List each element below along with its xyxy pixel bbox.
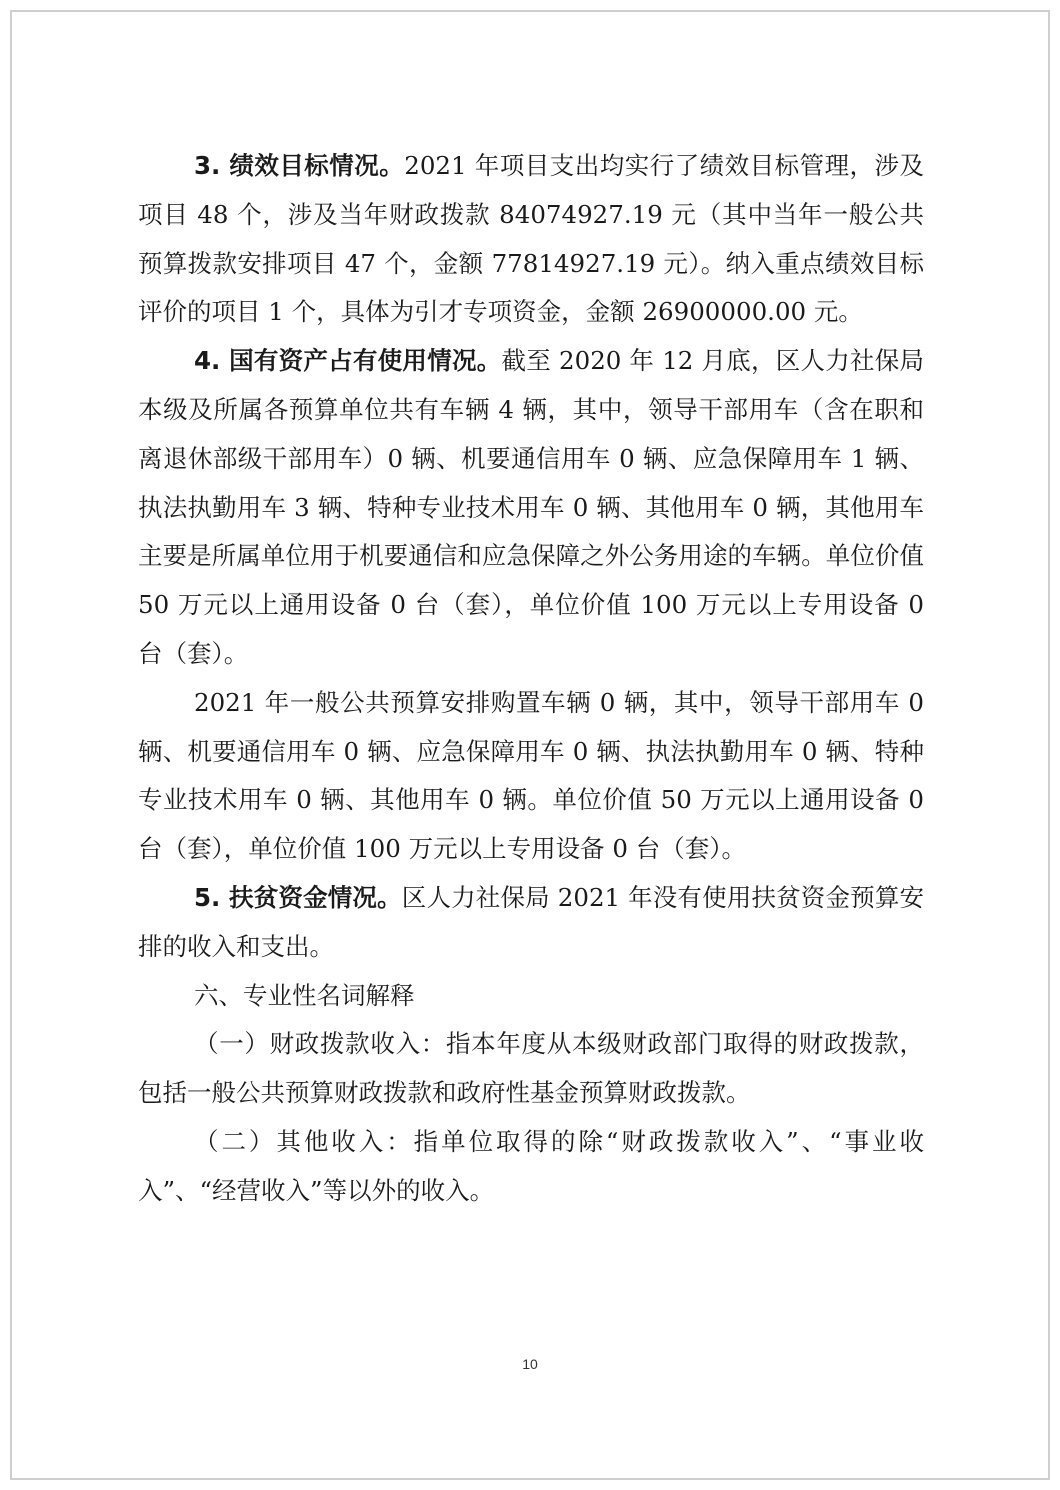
paragraph-text: （二）其他收入：指单位取得的除“财政拨款收入”、“事业收入”、“经营收入”等以外的收入。 xyxy=(138,1126,924,1205)
paragraph-fiscal-income xyxy=(138,1020,924,1118)
paragraph-heading: 5. 扶贫资金情况。 xyxy=(194,882,402,912)
paragraph-text: （一）财政拨款收入：指本年度从本级财政部门取得的财政拨款，包括一般公共预算财政拨款和政府性基金预算财政拨款。 xyxy=(138,1029,924,1108)
paragraph-text: 截至 2020 年 12 月底，区人力社保局本级及所属各预算单位共有车辆 4 辆，其中，领导干部用车（含在职和离退休部级干部用车）0 辆、机要通信用车 0 辆、应急保障用车 1 辆、执法执勤用车 3 辆、特种专业技术用车 0 辆、其他用车 0 辆，其他用车主要是所属单位用于机要通信和应急保障之外公务用途的车辆。单位价值 50 万元以上通用设备 0 台（套），单位价值 100 万元以上专用设备 0 台（套）。 xyxy=(138,346,924,668)
page-border-bottom xyxy=(10,1478,1050,1480)
page-border-left xyxy=(10,10,12,1480)
paragraph-text: 区人力社保局 2021 年没有使用扶贫资金预算安排的收入和支出。 xyxy=(138,882,924,961)
paragraph-other-income xyxy=(138,1118,924,1216)
page-border-right xyxy=(1048,10,1050,1480)
document-body xyxy=(138,142,924,1216)
page-border-top xyxy=(10,10,1050,12)
paragraph-heading: 3. 绩效目标情况。 xyxy=(194,151,405,180)
paragraph-vehicle-purchase xyxy=(138,679,924,874)
paragraph-text: 2021 年项目支出均实行了绩效目标管理，涉及项目 48 个，涉及当年财政拨款 84074927.19 元（其中当年一般公共预算拨款安排项目 47 个，金额 77814927.19 元）。纳入重点绩效目标评价的项目 1 个，具体为引才专项资金，金额 26900000.00 元。 xyxy=(138,151,925,327)
paragraph-performance-goals xyxy=(138,142,924,337)
paragraph-text: 2021 年一般公共预算安排购置车辆 0 辆，其中，领导干部用车 0 辆、机要通信用车 0 辆、应急保障用车 0 辆、执法执勤用车 0 辆、特种专业技术用车 0 辆、其他用车 0 辆。单位价值 50 万元以上通用设备 0 台（套），单位价值 100 万元以上专用设备 0 台（套）。 xyxy=(138,687,924,864)
page-number: 10 xyxy=(522,1356,538,1372)
paragraph-poverty-funds xyxy=(138,874,924,972)
section-title: 六、专业性名词解释 xyxy=(194,980,415,1010)
paragraph-heading: 4. 国有资产占有使用情况。 xyxy=(194,346,502,376)
paragraph-state-assets xyxy=(138,337,924,679)
